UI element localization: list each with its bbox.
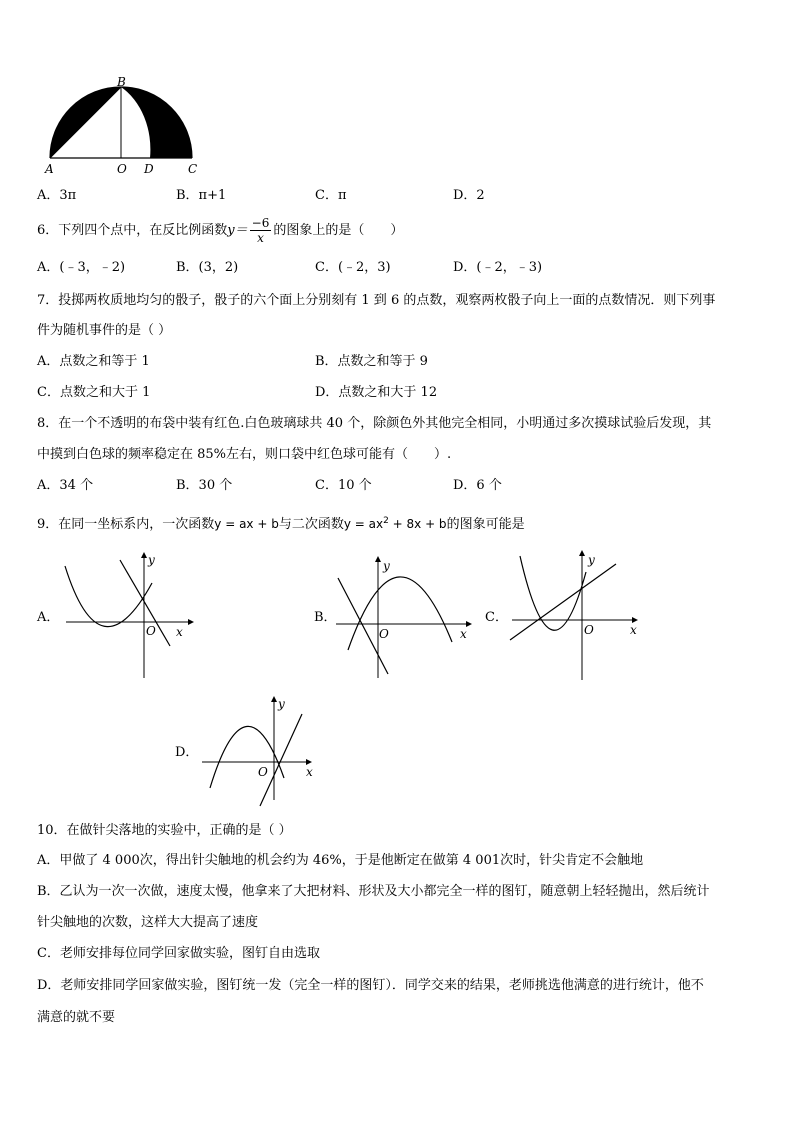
q6-option-c: C．(﹣2，3): [315, 260, 391, 275]
q9-graph-d-label: D．: [175, 745, 199, 760]
q9-graph-a-origin-label: O: [146, 624, 156, 638]
q10-option-b-line2: 针尖触地的次数，这样大大提高了速度: [37, 915, 259, 930]
q9-graph-c: [506, 546, 646, 681]
semicircle-figure: [40, 76, 210, 176]
q9-graph-a-label: A．: [37, 610, 60, 625]
q9-middle: 与二次函数: [278, 517, 344, 532]
q9-graph-b: [330, 548, 480, 683]
q9-quad-exp: 2: [383, 516, 389, 526]
q8-option-b: B．30 个: [176, 478, 233, 493]
q9-graph-c-y-label: y: [588, 553, 595, 567]
q9-graph-c-x-label: x: [630, 623, 637, 637]
q8-stem-line2: 中摸到白色球的频率稳定在 85%左右，则口袋中红色球可能有（ ）.: [37, 447, 452, 462]
q9-graph-a-x-label: x: [176, 625, 183, 639]
q8-option-a: A．34 个: [37, 478, 94, 493]
q6-option-d: D．(﹣2，﹣3): [453, 260, 543, 275]
q9-graph-b-label: B．: [314, 610, 337, 625]
q9-graph-d-y-label: y: [278, 697, 285, 711]
q9-graph-b-y-label: y: [383, 559, 390, 573]
q9-quad-b: + 8x + b: [388, 517, 447, 531]
q6-stem: [37, 216, 403, 245]
q9-prefix: 9．在同一坐标系内，一次函数: [37, 517, 215, 532]
q9-linear-func: y = ax + b: [214, 517, 279, 531]
q6-func-var: y＝: [227, 223, 248, 238]
q9-quad-a: y = ax: [343, 517, 384, 531]
q8-option-d: D．6 个: [453, 478, 502, 493]
q9-graph-b-x-label: x: [460, 627, 467, 641]
q5-option-c: C．π: [315, 188, 347, 203]
q9-graph-c-label: C．: [485, 610, 508, 625]
q10-option-d-line1: D．老师安排同学回家做实验，图钉统一发（完全一样的图钉）．同学交来的结果，老师挑选他满意的进行统计，他不: [37, 978, 704, 993]
q6-prefix: 6．下列四个点中，在反比例函数: [37, 223, 228, 238]
q6-option-a: A．(﹣3，﹣2): [37, 260, 126, 275]
q5-option-a: A．3π: [37, 188, 77, 203]
q7-stem-line1: 7．投掷两枚质地均匀的骰子，骰子的六个面上分别刻有 1 到 6 的点数，观察两枚骰子向上一面的点数情况．则下列事: [37, 293, 716, 308]
q9-suffix: 的图象可能是: [446, 517, 525, 532]
q10-stem: 10．在做针尖落地的实验中，正确的是（ ）: [37, 823, 292, 838]
q10-option-b-line1: B．乙认为一次一次做，速度太慢，他拿来了大把材料、形状及大小都完全一样的图钉，随意朝上轻轻抛出，然后统计: [37, 884, 710, 899]
q10-option-c: C．老师安排每位同学回家做实验，图钉自由选取: [37, 946, 320, 961]
q9-graph-d-x-label: x: [306, 765, 313, 779]
q7-option-d: D．点数之和大于 12: [315, 385, 438, 400]
point-label-d: D: [144, 162, 154, 176]
q7-option-b: B．点数之和等于 9: [315, 354, 428, 369]
point-label-c: C: [188, 162, 198, 176]
q6-numerator: −6: [251, 216, 270, 230]
point-label-o: O: [117, 162, 127, 176]
q9-graph-a-y-label: y: [148, 553, 155, 567]
q6-option-b: B．(3，2): [176, 260, 239, 275]
q6-suffix: 的图象上的是（ ）: [273, 223, 404, 238]
q8-stem-line1: 8．在一个不透明的布袋中装有红色.白色玻璃球共 40 个，除颜色外其他完全相同，小明通过多次摸球试验后发现，其: [37, 416, 712, 431]
point-label-a: A: [45, 162, 54, 176]
q7-option-c: C．点数之和大于 1: [37, 385, 151, 400]
q9-graph-d: [196, 690, 326, 810]
q7-option-a: A．点数之和等于 1: [37, 354, 150, 369]
point-label-b: B: [117, 76, 126, 89]
q9-graph-d-origin-label: O: [258, 765, 268, 779]
q8-option-c: C．10 个: [315, 478, 372, 493]
q9-stem: [37, 512, 525, 534]
q5-option-d: D．2: [453, 188, 485, 203]
q9-graph-b-origin-label: O: [379, 627, 389, 641]
q10-option-a: A．甲做了 4 000次，得出针尖触地的机会约为 46%，于是他断定在做第 4 001次时，针尖肯定不会触地: [37, 853, 644, 868]
q6-fraction: [250, 216, 272, 245]
q9-graph-c-origin-label: O: [584, 623, 594, 637]
q7-stem-line2: 件为随机事件的是（ ）: [37, 323, 172, 338]
q9-graph-a: [60, 548, 200, 683]
q5-option-b: B．π+1: [176, 188, 227, 203]
q6-denominator: x: [257, 231, 264, 245]
q10-option-d-line2: 满意的就不要: [37, 1010, 116, 1025]
